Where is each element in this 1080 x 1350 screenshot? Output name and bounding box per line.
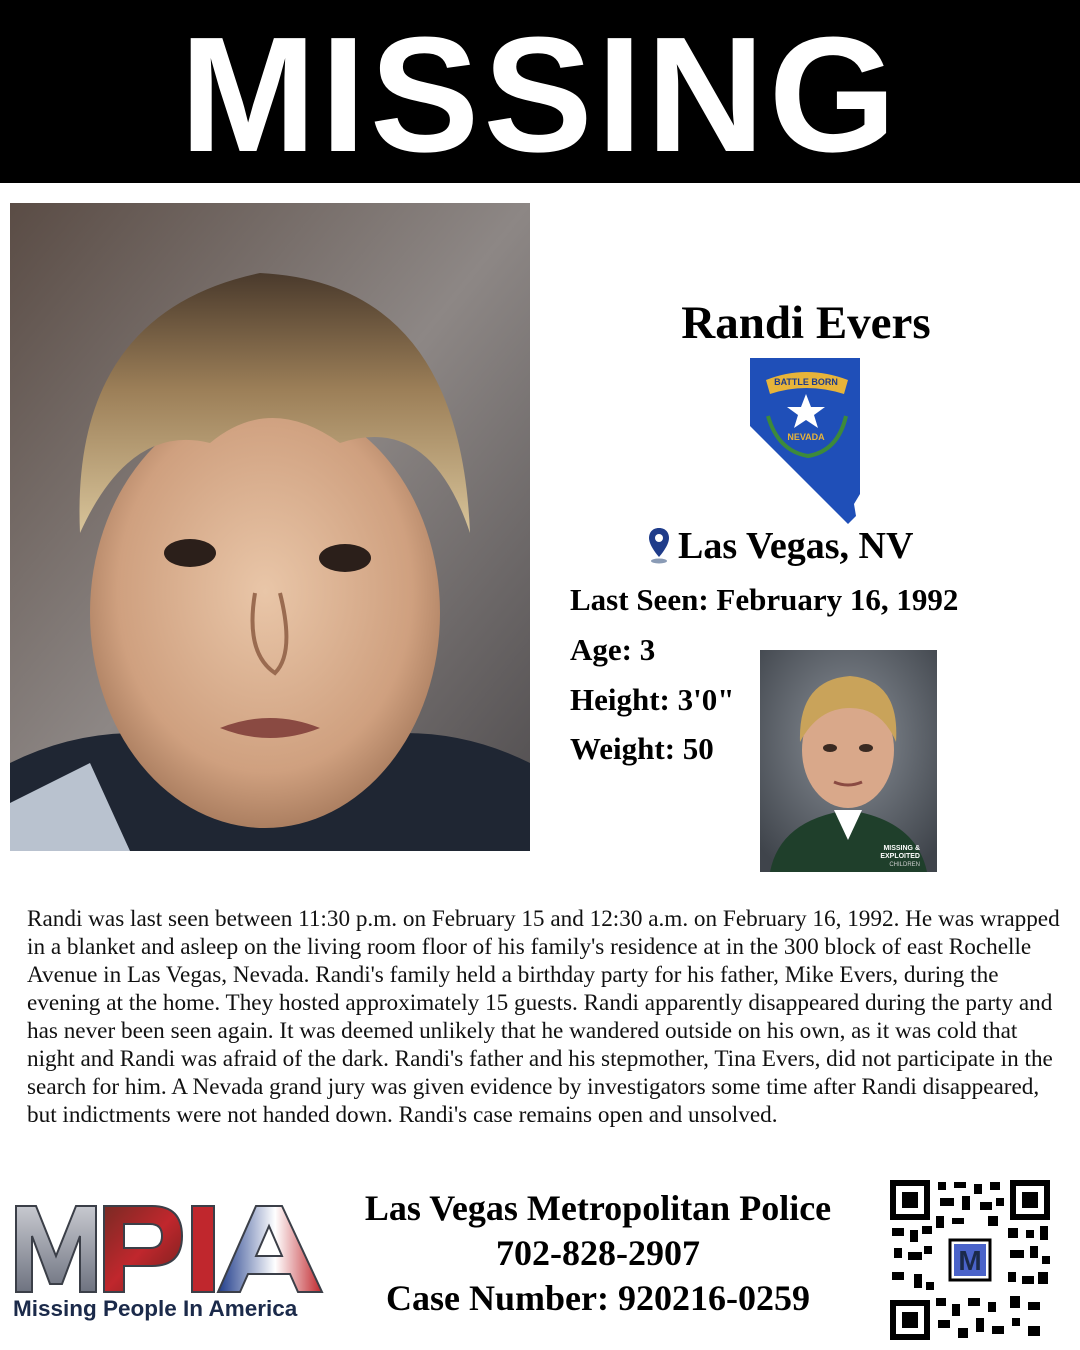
missing-banner bbox=[0, 0, 1080, 186]
nevada-flag-map-icon bbox=[748, 356, 863, 528]
qr-center-letter: M bbox=[958, 1245, 982, 1276]
map-pin-icon bbox=[648, 527, 670, 565]
ncmec-logo-line2: EXPLOITED bbox=[880, 853, 920, 860]
ncmec-logo-line1: MISSING & bbox=[883, 845, 920, 852]
contact-block bbox=[330, 1186, 866, 1321]
mpia-tagline: Missing People In America bbox=[13, 1296, 298, 1321]
case-number: Case Number: 920216-0259 bbox=[386, 1278, 810, 1318]
nevada-text: NEVADA bbox=[787, 432, 825, 442]
location-row bbox=[648, 524, 913, 568]
height-value: Height: 3'0" bbox=[570, 682, 735, 717]
location-text: Las Vegas, NV bbox=[678, 525, 914, 567]
weight-value: Weight: 50 bbox=[570, 731, 714, 766]
child-photo bbox=[10, 203, 530, 851]
agency-name: Las Vegas Metropolitan Police bbox=[364, 1188, 832, 1228]
last-seen-date: Last Seen: February 16, 1992 bbox=[570, 582, 959, 617]
person-name: Randi Evers bbox=[681, 297, 931, 349]
case-description: Randi was last seen between 11:30 p.m. on February 15 and 12:30 a.m. on February 16, 1992. He was wrapped in a blanket and asleep on the living room floor of his family's residence at in the 300 block of east Rochelle Avenue in Las Vegas, Nevada. Randi's family held a birthday party for his father, Mike Evers, during the evening at the home. They hosted approximately 15 guests. Randi apparently disappeared during the party and has never been seen again. It was deemed unlikely that he wandered outside on his own, as it was cold that night and Randi was afraid of the dark. Randi's father and his stepmother, Tina Evers, did not participate in the search for him. A Nevada grand jury was given evidence by investigators some time after Randi disappeared, but indictments were not handed down. Randi's case remains open and unsolved. bbox=[27, 906, 1060, 1128]
ncmec-logo-line3: CHILDREN bbox=[889, 862, 920, 868]
age-progression-photo bbox=[760, 650, 937, 872]
qr-code[interactable] bbox=[888, 1178, 1052, 1342]
phone-number: 702-828-2907 bbox=[496, 1233, 700, 1273]
age-value: Age: 3 bbox=[570, 632, 656, 667]
battle-born-text: BATTLE BORN bbox=[774, 377, 838, 387]
missing-title: MISSING bbox=[179, 2, 901, 186]
